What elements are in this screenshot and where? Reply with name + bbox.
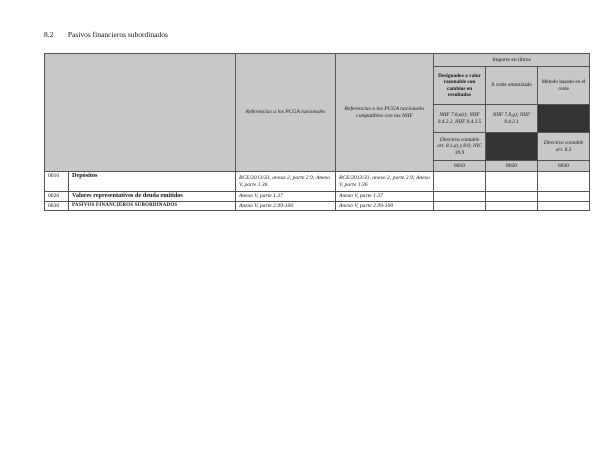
- shaded-cell: [486, 133, 538, 161]
- ref-designados-directiva: Directiva contable art. 8.1,a) y 8.6; NIC 39.9: [434, 133, 486, 161]
- row-label: Valores representativos de deuda emitidos: [69, 192, 236, 202]
- section-heading: [44, 30, 168, 39]
- value-cell[interactable]: [434, 201, 486, 211]
- col-code-metodo-coste: 0030: [538, 161, 590, 172]
- ref-metodo-coste-directiva: Directiva contable art. 8.3: [538, 133, 590, 161]
- row-ref-pcga: BCE/2013/33, anexo 2, parte 2.9; Anexo V, parte 1.36: [236, 172, 336, 192]
- row-label: Depósitos: [69, 172, 236, 192]
- table-row: [45, 172, 590, 192]
- value-cell[interactable]: [486, 201, 538, 211]
- value-cell[interactable]: [538, 192, 590, 202]
- ref-coste-amortizado-niif: NIIF 7.8,g); NIIF 9.4.2.1: [486, 105, 538, 133]
- value-cell[interactable]: [434, 172, 486, 192]
- col-code-designados: 0010: [434, 161, 486, 172]
- col-code-coste-amortizado: 0020: [486, 161, 538, 172]
- section-title: Pasivos financieros subordinados: [67, 30, 168, 39]
- value-cell[interactable]: [434, 192, 486, 202]
- row-ref-pcga: Anexo V, parte 1.37: [236, 192, 336, 202]
- ref-designados-niif: NIIF 7.8,e(i); NIIF 9.4.2.2, NIIF 9.4.3.5: [434, 105, 486, 133]
- row-code: 0010: [45, 172, 69, 192]
- row-label: PASIVOS FINANCIEROS SUBORDINADOS: [69, 201, 236, 211]
- row-code: 0020: [45, 192, 69, 202]
- value-cell[interactable]: [538, 201, 590, 211]
- value-cell[interactable]: [538, 172, 590, 192]
- section-number: 8.2: [44, 30, 54, 39]
- header-importe-en-libros: Importe en libros: [434, 54, 590, 67]
- header-ref-pcga-niif: Referencias a los PCGA nacionales compatibles con las NIIF: [336, 54, 434, 172]
- header-designados: Designados a valor razonable con cambios en resultados: [434, 67, 486, 105]
- row-ref-pcga-niif: BCE/2013/33, anexo 2, parte 2.9; Anexo V, parte 1.36: [336, 172, 434, 192]
- header-metodo-coste: Método basado en el coste: [538, 67, 590, 105]
- row-ref-pcga-niif: Anexo V, parte 1.37: [336, 192, 434, 202]
- row-code: 0030: [45, 201, 69, 211]
- table-row: [45, 201, 590, 211]
- subordinated-liabilities-table: [44, 53, 590, 211]
- header-blank: [45, 54, 236, 172]
- value-cell[interactable]: [486, 172, 538, 192]
- row-ref-pcga: Anexo V, parte 2.99-100: [236, 201, 336, 211]
- shaded-cell: [538, 105, 590, 133]
- value-cell[interactable]: [486, 192, 538, 202]
- row-ref-pcga-niif: Anexo V, parte 2.99-100: [336, 201, 434, 211]
- header-coste-amortizado: A coste amortizado: [486, 67, 538, 105]
- header-ref-pcga: Referencias a los PCGA nacionales: [236, 54, 336, 172]
- table-row: [45, 192, 590, 202]
